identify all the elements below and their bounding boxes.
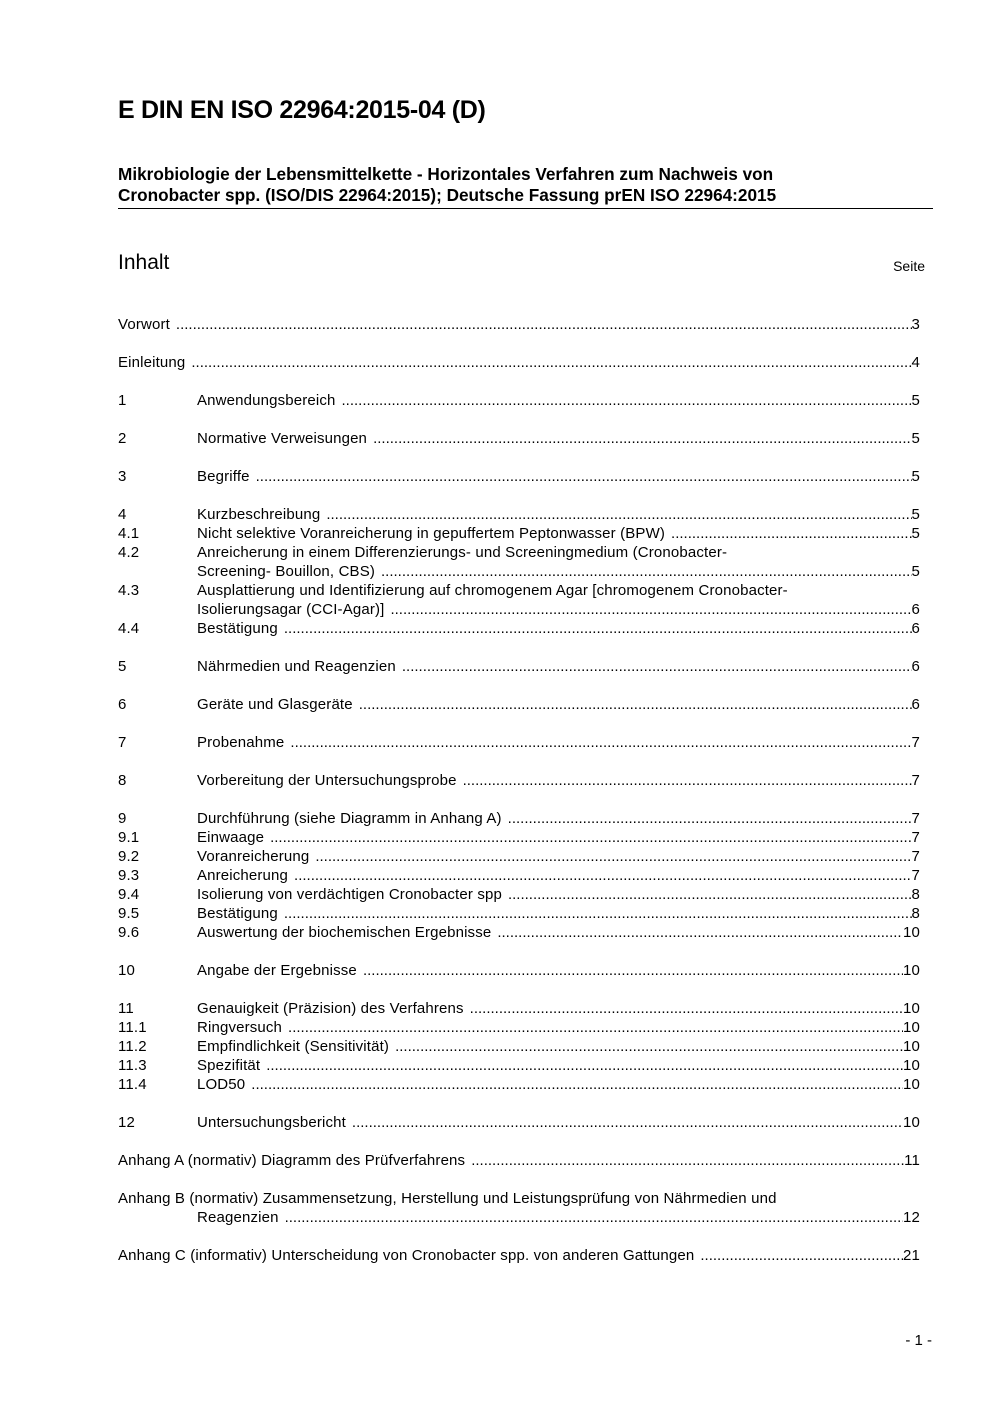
toc-entry-title: Probenahme	[197, 734, 285, 751]
toc-entry[interactable]	[118, 1113, 920, 1132]
toc-leader-dots	[294, 866, 911, 885]
toc-leader-dots	[256, 467, 912, 486]
toc-entry-number: 12	[118, 1114, 135, 1131]
toc-entry-page: 6	[911, 620, 920, 637]
toc-group	[118, 315, 920, 334]
toc-leader-dots	[402, 657, 912, 676]
toc-entry[interactable]	[118, 391, 920, 410]
toc-group	[118, 733, 920, 752]
toc-entry[interactable]	[118, 353, 920, 372]
toc-entry-number: 4.4	[118, 620, 140, 637]
toc-entry[interactable]	[118, 828, 920, 847]
toc-entry[interactable]	[118, 923, 920, 942]
toc-entry[interactable]	[118, 847, 920, 866]
toc-page-column-label: Seite	[893, 258, 925, 274]
toc-group	[118, 1246, 920, 1265]
toc-group	[118, 353, 920, 372]
toc-entry-page: 12	[903, 1209, 920, 1226]
toc-entry[interactable]	[118, 695, 920, 714]
toc-entry-page: 4	[911, 354, 920, 371]
toc-entry[interactable]	[118, 961, 920, 980]
toc-entry-title: Reagenzien	[197, 1209, 279, 1226]
toc-leader-dots	[463, 771, 912, 790]
toc-entry-number: 11.1	[118, 1019, 147, 1036]
toc-entry-number: 5	[118, 658, 127, 675]
toc-entry-number: 9.4	[118, 886, 140, 903]
toc-group	[118, 695, 920, 714]
toc-group	[118, 657, 920, 676]
toc-entry-title: Anhang A (normativ) Diagramm des Prüfverfahrens	[118, 1152, 466, 1169]
toc-entry[interactable]	[118, 505, 920, 524]
toc-entry-number: 1	[118, 392, 127, 409]
toc-leader-dots	[191, 353, 911, 372]
toc-entry-title: Durchführung (siehe Diagramm in Anhang A)	[197, 810, 502, 827]
toc-leader-dots	[326, 505, 911, 524]
toc-entry-page: 10	[903, 1000, 920, 1017]
toc-group	[118, 961, 920, 980]
toc-entry-continuation[interactable]	[118, 600, 920, 619]
toc-entry-continuation[interactable]	[118, 1208, 920, 1227]
toc-entry-page: 8	[911, 886, 920, 903]
toc-entry-number: 11.3	[118, 1057, 147, 1074]
toc-entry-number: 3	[118, 468, 127, 485]
toc-entry[interactable]	[118, 581, 920, 600]
toc-entry[interactable]	[118, 866, 920, 885]
toc-entry[interactable]	[118, 429, 920, 448]
toc-entry-title: Vorwort	[118, 316, 170, 333]
toc-group	[118, 1113, 920, 1132]
toc-entry[interactable]	[118, 1075, 920, 1094]
toc-entry-title: Voranreicherung	[197, 848, 310, 865]
toc-entry-title: Geräte und Glasgeräte	[197, 696, 353, 713]
document-subtitle	[118, 164, 933, 209]
toc-entry-page: 6	[911, 696, 920, 713]
toc-entry[interactable]	[118, 657, 920, 676]
toc-entry-page: 7	[911, 810, 920, 827]
toc-leader-dots	[285, 1208, 903, 1227]
toc-leader-dots	[284, 619, 912, 638]
toc-entry[interactable]	[118, 524, 920, 543]
toc-entry-title: Nährmedien und Reagenzien	[197, 658, 396, 675]
toc-entry-number: 11.2	[118, 1038, 147, 1055]
toc-entry-title: Normative Verweisungen	[197, 430, 368, 447]
toc-entry-number: 9.5	[118, 905, 140, 922]
toc-entry-page: 10	[903, 1038, 920, 1055]
toc-entry-title: Isolierungsagar (CCI-Agar)]	[197, 601, 385, 618]
page-number: - 1 -	[905, 1332, 932, 1349]
toc-leader-dots	[471, 1151, 904, 1170]
toc-entry-title: Angabe der Ergebnisse	[197, 962, 357, 979]
toc-leader-dots	[270, 828, 911, 847]
toc-entry-number: 11.4	[118, 1076, 147, 1093]
toc-leader-dots	[671, 524, 911, 543]
toc-entry[interactable]	[118, 999, 920, 1018]
toc-entry[interactable]	[118, 619, 920, 638]
toc-entry[interactable]	[118, 904, 920, 923]
toc-entry-number: 4.3	[118, 582, 140, 599]
toc-leader-dots	[288, 1018, 903, 1037]
toc-entry-page: 7	[911, 848, 920, 865]
subtitle-line: Mikrobiologie der Lebensmittelkette - Horizontales Verfahren zum Nachweis von	[118, 164, 774, 184]
toc-leader-dots	[700, 1246, 903, 1265]
toc-entry-page: 5	[911, 468, 920, 485]
toc-entry-page: 10	[903, 1057, 920, 1074]
toc-entry-number: 9.2	[118, 848, 140, 865]
toc-entry[interactable]	[118, 885, 920, 904]
toc-entry-title: Ringversuch	[197, 1019, 283, 1036]
toc-leader-dots	[341, 391, 911, 410]
toc-entry-title: Begriffe	[197, 468, 250, 485]
toc-leader-dots	[390, 600, 911, 619]
toc-group	[118, 999, 920, 1094]
toc-entry[interactable]	[118, 1246, 920, 1265]
toc-entry-title: Isolierung von verdächtigen Cronobacter spp	[197, 886, 502, 903]
toc-entry-number: 7	[118, 734, 127, 751]
toc-group	[118, 505, 920, 638]
toc-leader-dots	[508, 809, 912, 828]
toc-entry-number: 8	[118, 772, 127, 789]
toc-entry-number: 6	[118, 696, 127, 713]
toc-leader-dots	[315, 847, 911, 866]
toc-entry-number: 4	[118, 506, 127, 523]
subtitle-line: Cronobacter spp. (ISO/DIS 22964:2015); Deutsche Fassung prEN ISO 22964:2015	[118, 185, 777, 205]
toc-leader-dots	[508, 885, 912, 904]
toc-entry-page: 7	[911, 772, 920, 789]
toc-entry-continuation[interactable]	[118, 562, 920, 581]
toc-entry-page: 5	[911, 506, 920, 523]
toc-leader-dots	[373, 429, 911, 448]
toc-entry-number: 2	[118, 430, 127, 447]
toc-entry-number: 9.3	[118, 867, 140, 884]
toc-group	[118, 1151, 920, 1170]
toc-group	[118, 771, 920, 790]
toc-entry-page: 10	[903, 1019, 920, 1036]
toc-entry-page: 8	[911, 905, 920, 922]
toc-entry-title: Anhang B (normativ) Zusammensetzung, Herstellung und Leistungsprüfung von Nährmedien und	[118, 1190, 777, 1207]
toc-group	[118, 429, 920, 448]
document-id: E DIN EN ISO 22964:2015-04 (D)	[118, 96, 486, 124]
toc-entry-page: 3	[911, 316, 920, 333]
toc-entry-page: 5	[911, 392, 920, 409]
toc-entry-page: 5	[911, 525, 920, 542]
toc-leader-dots	[363, 961, 903, 980]
toc-leader-dots	[470, 999, 903, 1018]
toc-entry-title: Einleitung	[118, 354, 186, 371]
toc-entry-number: 4.2	[118, 544, 140, 561]
toc-leader-dots	[359, 695, 912, 714]
toc-entry-page: 11	[904, 1152, 920, 1169]
toc-entry-page: 6	[911, 658, 920, 675]
toc-leader-dots	[176, 315, 912, 334]
toc-entry-title: Einwaage	[197, 829, 265, 846]
toc-entry-title: Bestätigung	[197, 620, 278, 637]
toc-entry[interactable]	[118, 1037, 920, 1056]
toc-entry-page: 10	[903, 924, 920, 941]
toc-leader-dots	[284, 904, 912, 923]
toc-entry-page: 10	[903, 962, 920, 979]
toc-entry-title: LOD50	[197, 1076, 246, 1093]
toc-entry-page: 7	[911, 829, 920, 846]
toc-entry-page: 5	[911, 430, 920, 447]
toc-entry-title: Genauigkeit (Präzision) des Verfahrens	[197, 1000, 464, 1017]
toc-entry-title: Spezifität	[197, 1057, 261, 1074]
toc-leader-dots	[266, 1056, 903, 1075]
toc-entry-title: Empfindlichkeit (Sensitivität)	[197, 1038, 390, 1055]
toc-entry[interactable]	[118, 771, 920, 790]
toc-entry[interactable]	[118, 543, 920, 562]
toc-entry-page: 21	[903, 1247, 920, 1264]
toc-entry[interactable]	[118, 1018, 920, 1037]
toc-entry-title: Bestätigung	[197, 905, 278, 922]
toc-entry[interactable]	[118, 1189, 920, 1208]
toc-entry-title: Kurzbeschreibung	[197, 506, 321, 523]
toc-entry-title: Ausplattierung und Identifizierung auf chromogenem Agar [chromogenem Cronobacter-	[197, 582, 788, 599]
toc-entry-number: 11	[118, 1000, 134, 1017]
toc-entry-title: Screening- Bouillon, CBS)	[197, 563, 376, 580]
toc-leader-dots	[352, 1113, 903, 1132]
toc-entry-number: 9.1	[118, 829, 140, 846]
toc-entry-title: Vorbereitung der Untersuchungsprobe	[197, 772, 457, 789]
toc-entry-title: Untersuchungsbericht	[197, 1114, 346, 1131]
toc-entry[interactable]	[118, 809, 920, 828]
toc-group	[118, 1189, 920, 1227]
toc-entry[interactable]	[118, 315, 920, 334]
toc-entry-title: Anreicherung	[197, 867, 289, 884]
toc-group	[118, 467, 920, 486]
toc-entry-title: Nicht selektive Voranreicherung in gepuffertem Peptonwasser (BPW)	[197, 525, 666, 542]
toc-entry-title: Anhang C (informativ) Unterscheidung von Cronobacter spp. von anderen Gattungen	[118, 1247, 695, 1264]
toc-leader-dots	[497, 923, 903, 942]
toc-entry[interactable]	[118, 1056, 920, 1075]
toc-entry-page: 7	[911, 867, 920, 884]
toc-entry-title: Anreicherung in einem Differenzierungs- und Screeningmedium (Cronobacter-	[197, 544, 728, 561]
toc-entry-title: Anwendungsbereich	[197, 392, 336, 409]
toc-leader-dots	[290, 733, 911, 752]
toc-leader-dots	[395, 1037, 903, 1056]
toc-entry[interactable]	[118, 733, 920, 752]
toc-entry-page: 10	[903, 1076, 920, 1093]
toc-entry-page: 10	[903, 1114, 920, 1131]
table-of-contents	[118, 315, 920, 1284]
toc-entry-number: 4.1	[118, 525, 140, 542]
toc-entry-number: 10	[118, 962, 135, 979]
toc-entry[interactable]	[118, 1151, 920, 1170]
toc-entry-page: 7	[911, 734, 920, 751]
toc-heading: Inhalt	[118, 251, 170, 274]
toc-entry-page: 6	[911, 601, 920, 618]
toc-group	[118, 809, 920, 942]
toc-leader-dots	[251, 1075, 903, 1094]
toc-entry-title: Auswertung der biochemischen Ergebnisse	[197, 924, 492, 941]
toc-entry-page: 5	[911, 563, 920, 580]
toc-entry-number: 9.6	[118, 924, 140, 941]
toc-group	[118, 391, 920, 410]
toc-entry-number: 9	[118, 810, 127, 827]
toc-entry[interactable]	[118, 467, 920, 486]
toc-leader-dots	[381, 562, 911, 581]
